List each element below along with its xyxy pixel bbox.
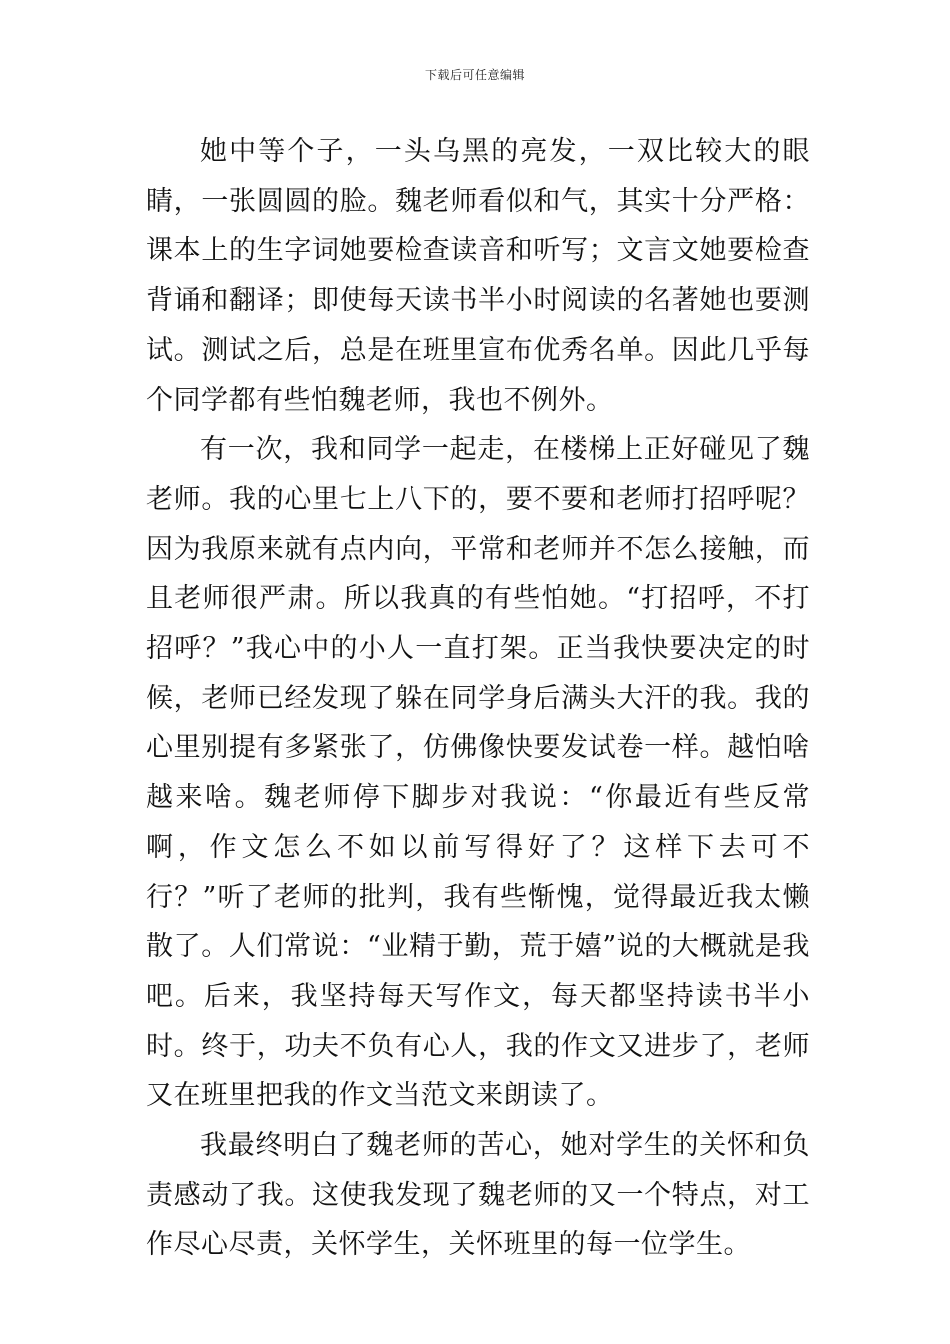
page-header: 下载后可任意编辑	[424, 68, 525, 82]
paragraph-3: 我最终明白了魏老师的苦心，她对学生的关怀和负责感动了我。这使我发现了魏老师的又一个特点，对工作尽心尽责，关怀学生，关怀班里的每一位学生。	[146, 1130, 810, 1261]
paragraph-2: 有一次，我和同学一起走，在楼梯上正好碰见了魏老师。我的心里七上八下的，要不要和老师打招呼呢？因为我原来就有点内向，平常和老师并不怎么接触，而且老师很严肃。所以我真的有些怕她。“打招呼，不打招呼？”我心中的小人一直打架。正当我快要决定的时候，老师已经发现了躲在同学身后满头大汗的我。我的心里别提有多紧张了，仿佛像快要发试卷一样。越怕啥越来啥。魏老师停下脚步对我说：“你最近有些反常啊，作文怎么不如以前写得好了？这样下去可不行？”听了老师的批判，我有些惭愧，觉得最近我太懒散了。人们常说：“业精于勤，荒于嬉”说的大概就是我吧。后来，我坚持每天写作文，每天都坚持读书半小时。终于，功夫不负有心人，我的作文又进步了，老师又在班里把我的作文当范文来朗读了。	[146, 434, 810, 1112]
document-body	[146, 127, 810, 1270]
paragraph-1: 她中等个子，一头乌黑的亮发，一双比较大的眼睛，一张圆圆的脸。魏老师看似和气，其实十分严格：课本上的生字词她要检查读音和听写；文言文她要检查背诵和翻译；即使每天读书半小时阅读的名著她也要测试。测试之后，总是在班里宣布优秀名单。因此几乎每个同学都有些怕魏老师，我也不例外。	[146, 136, 810, 416]
